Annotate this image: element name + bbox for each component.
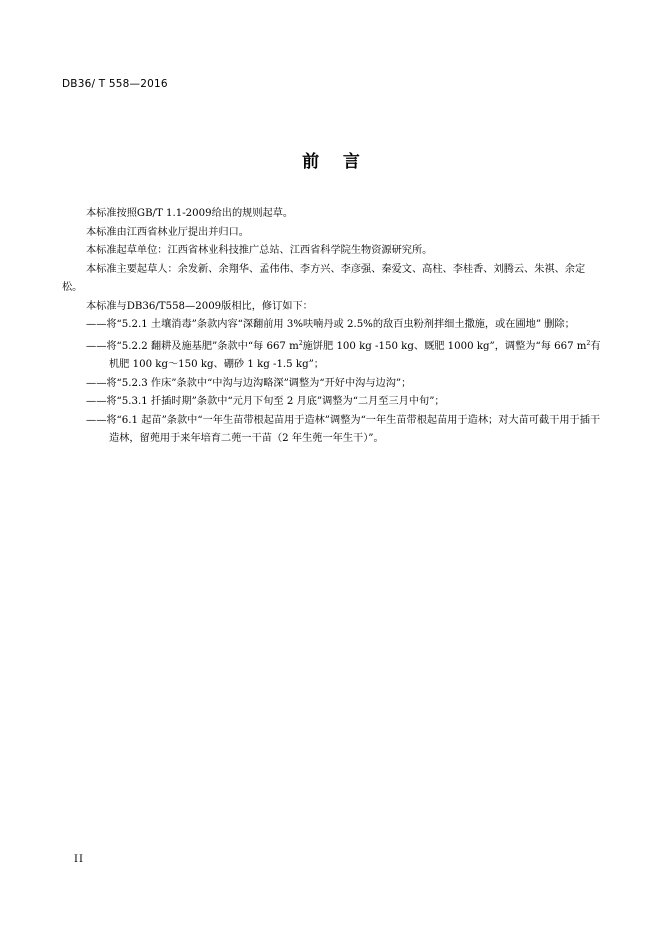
document-body	[62, 205, 602, 449]
page-number: II	[74, 854, 84, 865]
revision-item-6-1: ——将“6.1 起苗”条款中“一年生苗带根起苗用于造林”调整为“一年生苗带根起苗用于造林；对大苗可截干用于插干造林，留蔸用于来年培育二蔸一干苗（2 年生蔸一年生干）”。	[86, 414, 601, 444]
paragraph-drafters: 本标准主要起草人：余发新、余翔华、孟伟伟、李方兴、李彦强、秦爱文、高柱、李桂香、刘腾云、朱祺、余定松。	[62, 263, 586, 293]
paragraph-drafting-rules: 本标准按照GB/T 1.1-2009给出的规则起草。	[86, 208, 294, 219]
revision-text: 有机肥 100 kg～150 kg、硼砂 1 kg -1.5 kg”；	[109, 340, 601, 370]
revision-text: ——将“5.2.2 翻耕及施基肥”条款中“每 667 m	[86, 340, 299, 352]
revision-item-5-2-1: ——将“5.2.1 土壤消毒”条款内容“深翻前用 3%呋喃丹或 2.5%的敌百虫粉剂拌细土撒施，或在圃地” 删除；	[86, 319, 575, 330]
document-code: DB36/ T 558—2016	[62, 78, 168, 90]
paragraph-proposer: 本标准由江西省林业厅提出并归口。	[86, 226, 249, 238]
revision-text: 施饼肥 100 kg -150 kg、厩肥 1000 kg”，调整为“每 667 m	[302, 340, 587, 352]
revision-item-5-2-2	[62, 335, 602, 375]
superscript: 2	[298, 339, 303, 347]
revision-item-5-3-1: ——将“5.3.1 扦插时期”条款中“元月下旬至 2 月底”调整为“二月至三月中旬”；	[86, 396, 445, 407]
page-title: 前 言	[302, 152, 360, 172]
revision-item-5-2-3: ——将“5.2.3 作床”条款中“中沟与边沟略深”调整为“开好中沟与边沟”；	[86, 377, 412, 389]
paragraph-drafting-units: 本标准起草单位：江西省林业科技推广总站、江西省科学院生物资源研究所。	[86, 245, 433, 256]
superscript: 2	[586, 339, 591, 347]
paragraph-revision-intro: 本标准与DB36/T558—2009版相比，修订如下：	[86, 300, 313, 312]
